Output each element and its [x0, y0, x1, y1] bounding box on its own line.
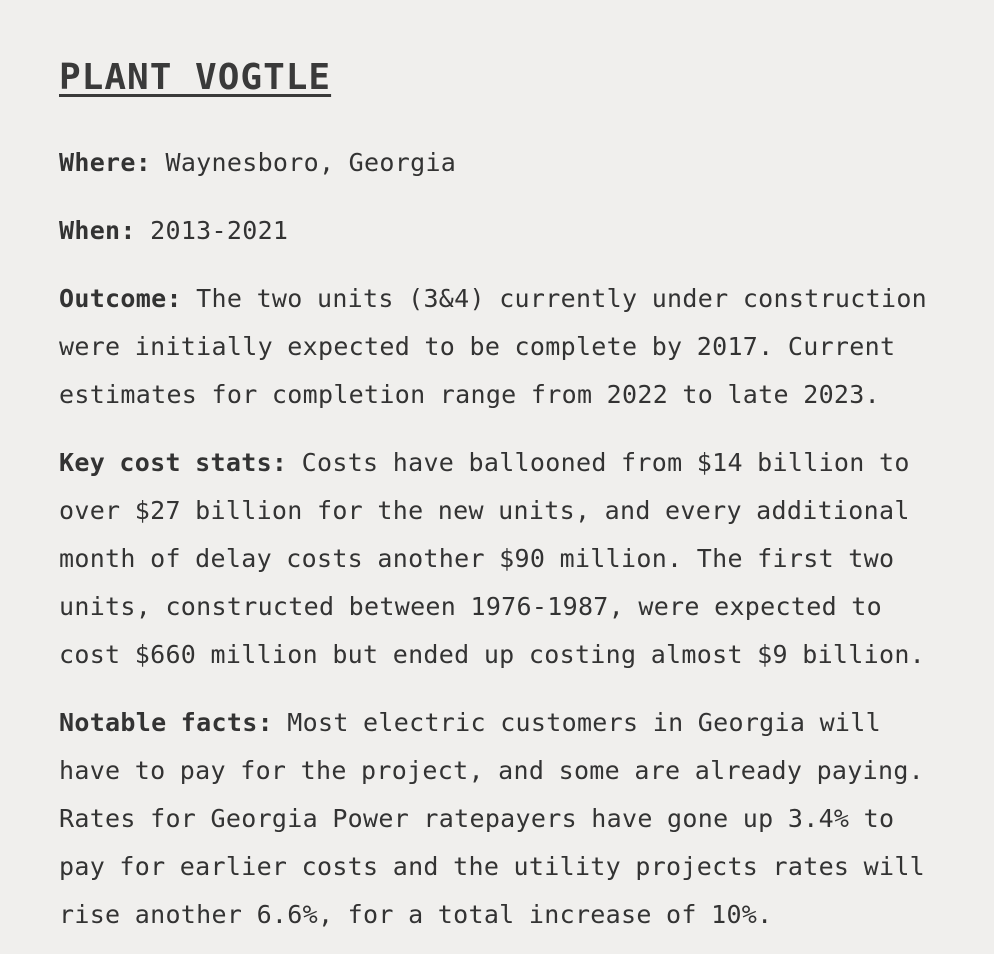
outcome-label: Outcome: [59, 284, 182, 313]
outcome-text: The two units (3&4) currently under construction were initially expected to be complete by 2017. Current estimates for completion range from 2022 to late 2023. [59, 284, 928, 409]
when-label: When: [59, 216, 136, 245]
outcome-paragraph [59, 275, 939, 419]
where-text: Waynesboro, Georgia [165, 148, 457, 177]
when-text: 2013-2021 [150, 216, 289, 245]
when-paragraph [59, 207, 939, 255]
facts-paragraph [59, 699, 939, 939]
cost-label: Key cost stats: [59, 448, 288, 477]
cost-text: Costs have ballooned from $14 billion to over $27 billion for the new units, and every additional month of delay costs another $90 million. The first two units, constructed between 1976-1987, were expected to cost $660 million but ended up costing almost $9 billion. [59, 448, 926, 669]
page-title: PLANT VOGTLE [59, 57, 332, 98]
facts-text: Most electric customers in Georgia will have to pay for the project, and some are already paying. Rates for Georgia Power ratepayers have gone up 3.4% to pay for earlier costs and the utility projects rates will rise another 6.6%, for a total increase of 10%. [59, 708, 926, 929]
facts-label: Notable facts: [59, 708, 273, 737]
cost-paragraph [59, 439, 939, 679]
where-paragraph [59, 139, 939, 187]
where-label: Where: [59, 148, 152, 177]
